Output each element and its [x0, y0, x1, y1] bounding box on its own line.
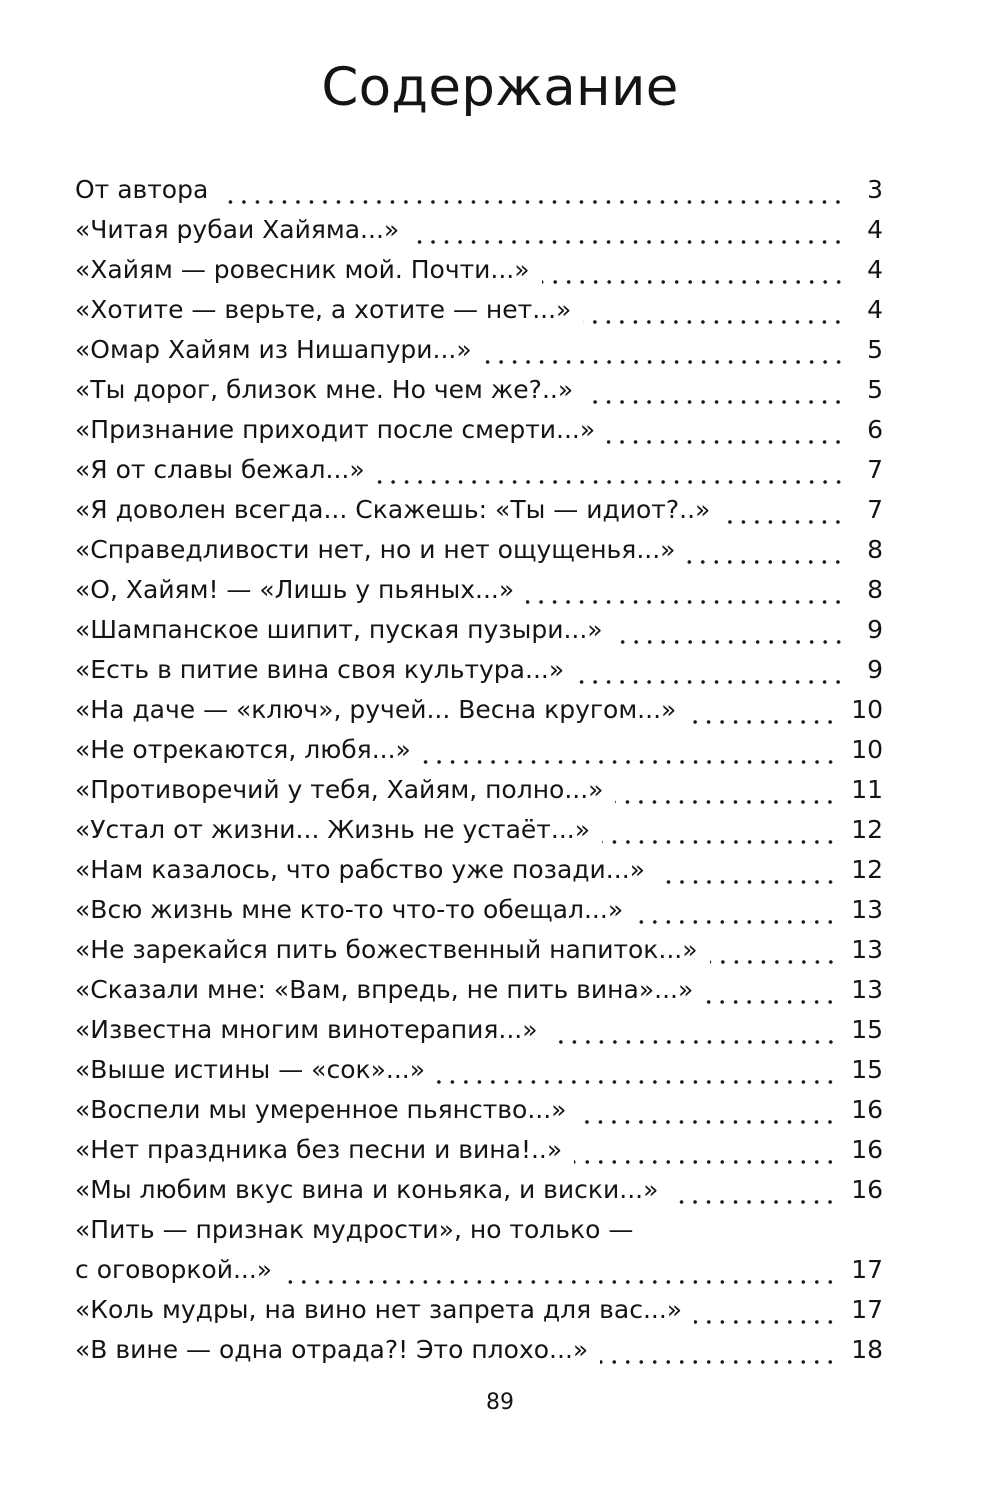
toc-entry-page: 11 [851, 775, 883, 804]
dot-leader [284, 1250, 837, 1290]
toc-entry-page: 9 [867, 655, 883, 684]
toc-entry-page: 18 [851, 1335, 883, 1364]
toc-line [75, 890, 883, 930]
toc-entry-page: 4 [867, 215, 883, 244]
dot-leader [600, 1330, 837, 1370]
toc-entry [75, 890, 883, 930]
toc-entry-title: «Омар Хайям из Нишапури...» [75, 335, 472, 364]
toc-entry [75, 810, 883, 850]
toc-entry-title: «Известна многим винотерапия...» [75, 1015, 538, 1044]
toc-entry-title: «Воспели мы умеренное пьянство...» [75, 1095, 567, 1124]
toc-entry-page: 4 [867, 295, 883, 324]
toc-line [75, 1090, 883, 1130]
toc-entry-page: 13 [851, 975, 883, 1004]
toc-line [75, 170, 883, 210]
dot-leader [423, 730, 837, 770]
dot-leader [607, 410, 845, 450]
toc-entry-title: «О, Хайям! — «Лишь у пьяных...» [75, 575, 515, 604]
toc-entry-page: 3 [867, 175, 883, 204]
toc-entry-page: 7 [867, 495, 883, 524]
toc-entry [75, 770, 883, 810]
toc-entry-title: «Читая рубаи Хайяма...» [75, 215, 400, 244]
toc-line [75, 1010, 883, 1050]
toc-line [75, 570, 883, 610]
dot-leader [583, 290, 845, 330]
dot-leader [694, 1290, 837, 1330]
dot-leader [576, 650, 845, 690]
toc-entry-page: 10 [851, 735, 883, 764]
toc-entry-title: «Выше истины — «сок»...» [75, 1055, 426, 1084]
dot-leader [635, 890, 837, 930]
dot-leader [411, 210, 845, 250]
toc-line [75, 1330, 883, 1370]
toc-entry-title: «Хайям — ровесник мой. Почти...» [75, 255, 530, 284]
dot-leader [670, 1170, 837, 1210]
dot-leader [574, 1130, 837, 1170]
toc-line [75, 690, 883, 730]
dot-leader [377, 450, 845, 490]
toc-entry [75, 1130, 883, 1170]
toc-line [75, 850, 883, 890]
toc-line [75, 530, 883, 570]
toc-entry [75, 530, 883, 570]
toc-entry-title: «Устал от жизни... Жизнь не устаёт...» [75, 815, 591, 844]
dot-leader [615, 610, 845, 650]
toc-entry-page: 15 [851, 1055, 883, 1084]
toc-entry-page: 13 [851, 895, 883, 924]
toc-line [75, 210, 883, 250]
dot-leader [220, 170, 845, 210]
toc-entry-page: 8 [867, 535, 883, 564]
toc-entry [75, 730, 883, 770]
toc-line [75, 1210, 883, 1250]
toc-entry-title: «Нам казалось, что рабство уже позади...» [75, 855, 645, 884]
toc-entry-title: «Шампанское шипит, пуская пузыри...» [75, 615, 603, 644]
page-title: Содержание [321, 57, 679, 118]
toc-entry-title: «Есть в питие вина своя культура...» [75, 655, 565, 684]
toc-entry-page: 16 [851, 1135, 883, 1164]
toc-entry-title: «Хотите — верьте, а хотите — нет...» [75, 295, 572, 324]
toc-line [75, 770, 883, 810]
toc-line [75, 1250, 883, 1290]
dot-leader [578, 1090, 837, 1130]
toc-line [75, 250, 883, 290]
toc-entry [75, 1010, 883, 1050]
toc-entry-title: «Не отрекаются, любя...» [75, 735, 411, 764]
dot-leader [585, 370, 845, 410]
toc-entry-page: 8 [867, 575, 883, 604]
toc-entry-page: 16 [851, 1175, 883, 1204]
dot-leader [705, 970, 837, 1010]
toc-line [75, 1050, 883, 1090]
toc-entry-page: 10 [851, 695, 883, 724]
toc-entry [75, 210, 883, 250]
toc-entry-title: «Не зарекайся пить божественный напиток...» [75, 935, 698, 964]
dot-leader [688, 690, 837, 730]
toc-line [75, 1170, 883, 1210]
toc-entry-page: 17 [851, 1295, 883, 1324]
toc-entry-page: 5 [867, 375, 883, 404]
toc-line [75, 930, 883, 970]
toc-entry [75, 610, 883, 650]
toc-line [75, 810, 883, 850]
toc-entry-page: 7 [867, 455, 883, 484]
toc-entry [75, 930, 883, 970]
toc-entry-title: От автора [75, 175, 209, 204]
dot-leader [550, 1010, 838, 1050]
toc-entry [75, 850, 883, 890]
toc-entry [75, 290, 883, 330]
dot-leader [437, 1050, 837, 1090]
toc-entry [75, 450, 883, 490]
dot-leader [722, 490, 845, 530]
toc-entry-page: 4 [867, 255, 883, 284]
toc-entry [75, 490, 883, 530]
toc-entry-page: 15 [851, 1015, 883, 1044]
dot-leader [710, 930, 838, 970]
dot-leader [657, 850, 837, 890]
toc-entry [75, 370, 883, 410]
toc-entry-title: «В вине — одна отрада?! Это плохо...» [75, 1335, 589, 1364]
toc-entry [75, 1050, 883, 1090]
toc-entry-page: 9 [867, 615, 883, 644]
toc-entry [75, 410, 883, 450]
toc-entry [75, 1210, 883, 1290]
toc-entry [75, 970, 883, 1010]
toc-entry-title: «Справедливости нет, но и нет ощущенья...» [75, 535, 676, 564]
dot-leader [687, 530, 845, 570]
toc-entry-page: 12 [851, 855, 883, 884]
toc-line [75, 1130, 883, 1170]
toc-line [75, 410, 883, 450]
toc-line [75, 1290, 883, 1330]
toc-entry-title: «Я от славы бежал...» [75, 455, 365, 484]
toc-line [75, 330, 883, 370]
toc-entry-page: 12 [851, 815, 883, 844]
toc-entry-title: «Нет праздника без песни и вина!..» [75, 1135, 563, 1164]
toc-entry-page: 6 [867, 415, 883, 444]
toc-entry [75, 570, 883, 610]
toc-entry-title: с оговоркой...» [75, 1255, 273, 1284]
toc-entry [75, 650, 883, 690]
toc-entry-title: «Пить — признак мудрости», но только — [75, 1215, 634, 1244]
toc-entry [75, 170, 883, 210]
toc-entry-title: «Мы любим вкус вина и коньяка, и виски...» [75, 1175, 659, 1204]
toc-entry-title: «Коль мудры, на вино нет запрета для вас...» [75, 1295, 683, 1324]
toc-entry-title: «Противоречий у тебя, Хайям, полно...» [75, 775, 604, 804]
toc-line [75, 650, 883, 690]
dot-leader [602, 810, 837, 850]
toc-entry [75, 1290, 883, 1330]
table-of-contents [75, 170, 883, 1370]
toc-entry-title: «На даче — «ключ», ручей... Весна кругом...» [75, 695, 677, 724]
toc-entry [75, 330, 883, 370]
dot-leader [542, 250, 845, 290]
toc-entry-title: «Я доволен всегда... Скажешь: «Ты — идиот?..» [75, 495, 711, 524]
toc-entry-title: «Признание приходит после смерти...» [75, 415, 596, 444]
toc-entry [75, 1090, 883, 1130]
toc-line [75, 970, 883, 1010]
toc-line [75, 490, 883, 530]
toc-line [75, 450, 883, 490]
toc-entry-page: 16 [851, 1095, 883, 1124]
toc-entry [75, 1330, 883, 1370]
toc-entry-title: «Сказали мне: «Вам, впредь, не пить вина»...» [75, 975, 694, 1004]
page-number: 89 [486, 1390, 514, 1415]
toc-entry-title: «Ты дорог, близок мне. Но чем же?..» [75, 375, 574, 404]
toc-entry-title: «Всю жизнь мне кто-то что-то обещал...» [75, 895, 624, 924]
dot-leader [526, 570, 845, 610]
toc-line [75, 730, 883, 770]
toc-line [75, 290, 883, 330]
toc-entry-page: 13 [851, 935, 883, 964]
toc-line [75, 370, 883, 410]
dot-leader [615, 770, 837, 810]
toc-entry-page: 17 [851, 1255, 883, 1284]
toc-entry-page: 5 [867, 335, 883, 364]
dot-leader [484, 330, 845, 370]
toc-line [75, 610, 883, 650]
toc-entry [75, 250, 883, 290]
toc-entry [75, 690, 883, 730]
toc-entry [75, 1170, 883, 1210]
